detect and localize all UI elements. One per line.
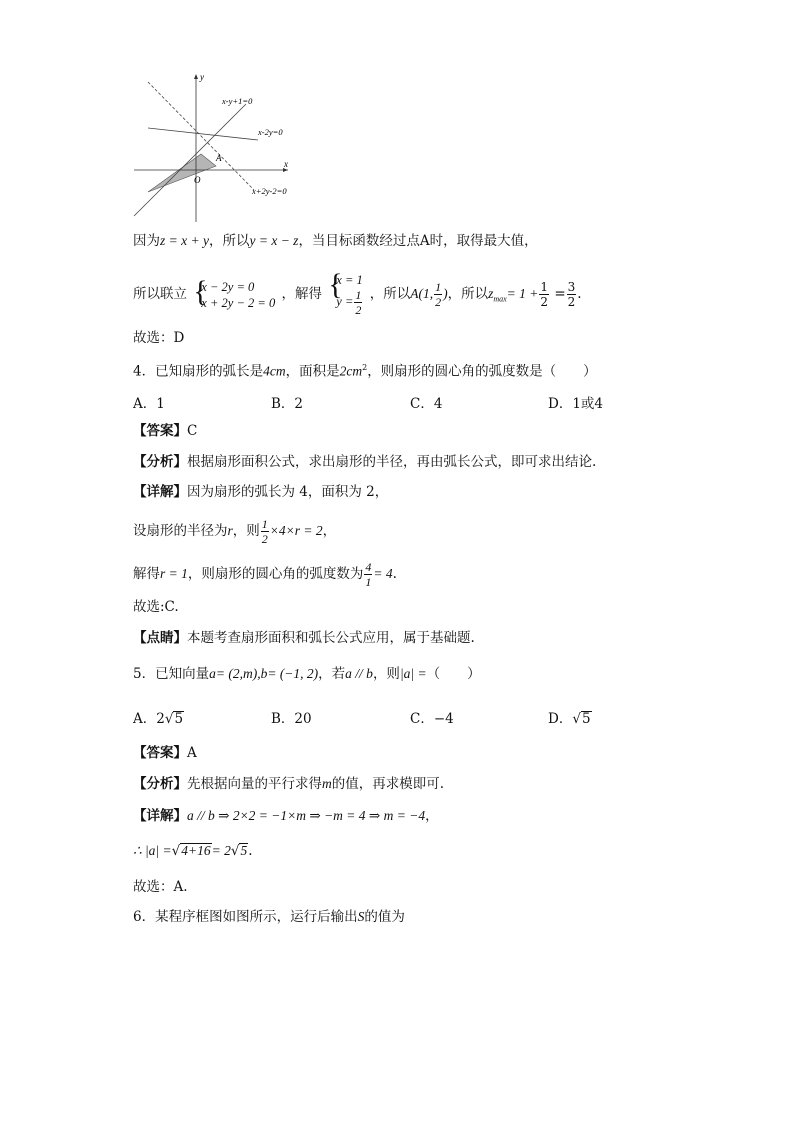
text: 4．已知扇形的弧长是 [133,363,264,380]
text: ，所以 [208,233,250,249]
q4-choice: 故选:C. [133,599,179,615]
q5-detail-line1 [133,807,439,825]
text: 设扇形的半径为 [133,523,228,539]
q4-comment [133,629,475,647]
text: 5．已知向量 [133,666,210,682]
question-6-stem [133,908,405,926]
equation: y = [336,294,354,309]
q5-option-b[interactable]: B．20 [271,711,312,727]
subscript: max [493,294,507,304]
fraction-numerator: 4 [365,560,372,574]
formula: a // b ⇒ 2×2 = −1×m ⇒ −m = 4 ⇒ m = −4 [187,808,426,823]
text: ， [322,523,337,539]
question-5-stem [133,665,481,683]
radicand: 4+16 [181,843,211,858]
formula: 4cm [263,363,286,379]
question-4-stem [133,359,597,381]
solution-system: { x = 1 y = $\frac{1}{2}$ [328,268,363,317]
fraction-numerator: 3 [567,280,576,294]
text: 解得 [133,566,160,582]
text: 先根据向量的平行求得 [187,776,322,792]
line-x-2y [148,128,258,140]
text: 的值为 [364,909,405,925]
text: ， [425,808,439,824]
analysis-tag: 【分析】 [133,454,187,470]
q5-choice: 故选：A. [133,879,188,895]
fraction-numerator: 1 [435,280,442,295]
prev-solution-line2: 所以联立 { x − 2y = 0 x + 2y − 2 = 0 ，解得 { x = 1 y = $\frac{1}{2}$ ，所以A(1, $\frac{1}{2}$ )，所以$z_{max}= 1$ + $\frac{1}{2}$ = $\frac{3}{2}$ . [133,268,582,317]
formula: ×4×r = 2 [269,523,323,538]
formula: = 2 [211,843,231,858]
text: ，解得 [281,286,322,302]
analysis-tag: 【分析】 [133,776,187,792]
formula: a // b [345,666,373,681]
option-label: A．2 [133,711,165,727]
fraction-denominator: 2 [567,295,576,309]
q4-detail-line1 [133,483,388,501]
point-x: 1, [422,286,434,301]
equation-system: { x − 2y = 0 x + 2y − 2 = 0 [193,274,276,310]
vector-b: b [260,666,268,681]
feasible-region-figure [128,70,288,222]
text: 所以联立 [133,286,187,302]
q4-detail-line2 [133,517,336,546]
radicand: 5 [581,711,591,727]
axis-x-label: x [284,159,288,169]
fraction-numerator: 1 [261,517,268,531]
line2-label: x-2y=0 [258,127,283,137]
line3-label: x+2y-2=0 [252,186,287,196]
formula: |a| = [399,666,427,681]
fraction-denominator: 2 [355,303,362,317]
point-label: A [410,286,419,301]
text: 6．某程序框图如图所示，运行后输出 [133,909,358,925]
q5-option-a[interactable]: A．2√5 [133,711,184,727]
formula: z = x + y [160,233,209,248]
text: ，所以 [447,286,489,302]
answer-value: C [187,423,198,439]
axis-y-label: y [200,72,204,82]
formula: y = x − z [249,233,299,248]
text: ，则 [372,666,400,682]
option-label: D． [548,711,573,727]
formula: = 4 [373,566,393,581]
comment-tag: 【点睛】 [133,630,187,646]
formula: = (2,m), [215,666,261,681]
radicand: 5 [174,711,184,727]
formula: ∴ |a| = [133,843,172,858]
line1-label: x-y+1=0 [222,96,253,106]
text: . [392,566,397,582]
q4-analysis [133,453,596,471]
equation: x − 2y = 0 [201,279,255,294]
prev-solution-line1 [133,232,538,250]
answer-value: A [187,745,197,761]
q4-option-c[interactable]: C．4 [410,396,443,412]
text: . [248,843,253,859]
equation: x + 2y − 2 = 0 [201,295,276,310]
feasible-region [148,154,216,192]
formula: = (−1, 2) [267,666,319,681]
text: ，所以 [369,286,411,302]
fraction-denominator: 1 [365,575,372,589]
formula: r = 1 [160,566,188,581]
origin-label: O [194,175,201,185]
fraction-denominator: 2 [261,532,268,546]
detail-tag: 【详解】 [133,484,187,500]
text: （ ） [426,666,481,682]
fraction-denominator: 2 [540,295,549,309]
q4-option-a[interactable]: A．1 [133,396,165,412]
superscript: 2 [362,363,368,372]
point-a-label: A [216,153,222,163]
q4-answer [133,422,197,440]
q5-analysis [133,775,444,793]
answer-tag: 【答案】 [133,423,187,439]
text: ，则扇形的圆心角的弧度数是（ ） [367,363,597,380]
q4-option-d[interactable]: D．1或4 [548,396,604,412]
text: 的值，再求模即可. [331,776,445,792]
text: ，若 [318,666,346,682]
detail-text: 因为扇形的弧长为 4，面积为 2， [187,484,389,500]
comment-text: 本题考查扇形面积和弧长公式应用，属于基础题. [187,630,475,646]
q5-answer [133,744,197,762]
text: ，当目标函数经过点A时，取得最大值， [298,233,538,249]
formula: r [227,523,233,538]
formula: S [357,909,365,924]
formula: = 1 + [506,286,539,301]
text: 因为 [133,233,160,249]
radicand: 5 [240,843,248,858]
analysis-text: 根据扇形面积公式，求出扇形的半径，再由弧长公式，即可求出结论. [187,454,597,470]
y-axis-arrow [194,74,198,79]
q5-option-c[interactable]: C．−4 [410,711,454,727]
fraction-numerator: 1 [355,288,362,302]
answer-tag: 【答案】 [133,745,187,761]
q5-detail-line2: ∴ |a| =√4+16= 2√5. [133,843,253,859]
text: ，面积是 [285,363,340,380]
detail-tag: 【详解】 [133,808,187,824]
text: ，则 [232,523,260,539]
line-x-y-plus-1 [134,104,246,216]
fraction-numerator: 1 [540,280,549,294]
formula: 2cm [339,363,363,379]
prev-answer: 故选：D [133,330,185,346]
fraction-denominator: 2 [435,295,442,310]
equation: x = 1 [336,273,363,287]
formula: m [322,776,332,791]
text: ，则扇形的圆心角的弧度数为 [187,566,364,582]
vector-a: a [209,666,216,681]
q5-option-d[interactable]: D．√5 [548,711,591,727]
q4-option-b[interactable]: B．2 [271,396,304,412]
q4-detail-line3 [133,560,397,589]
z-symbol: z [488,286,494,301]
